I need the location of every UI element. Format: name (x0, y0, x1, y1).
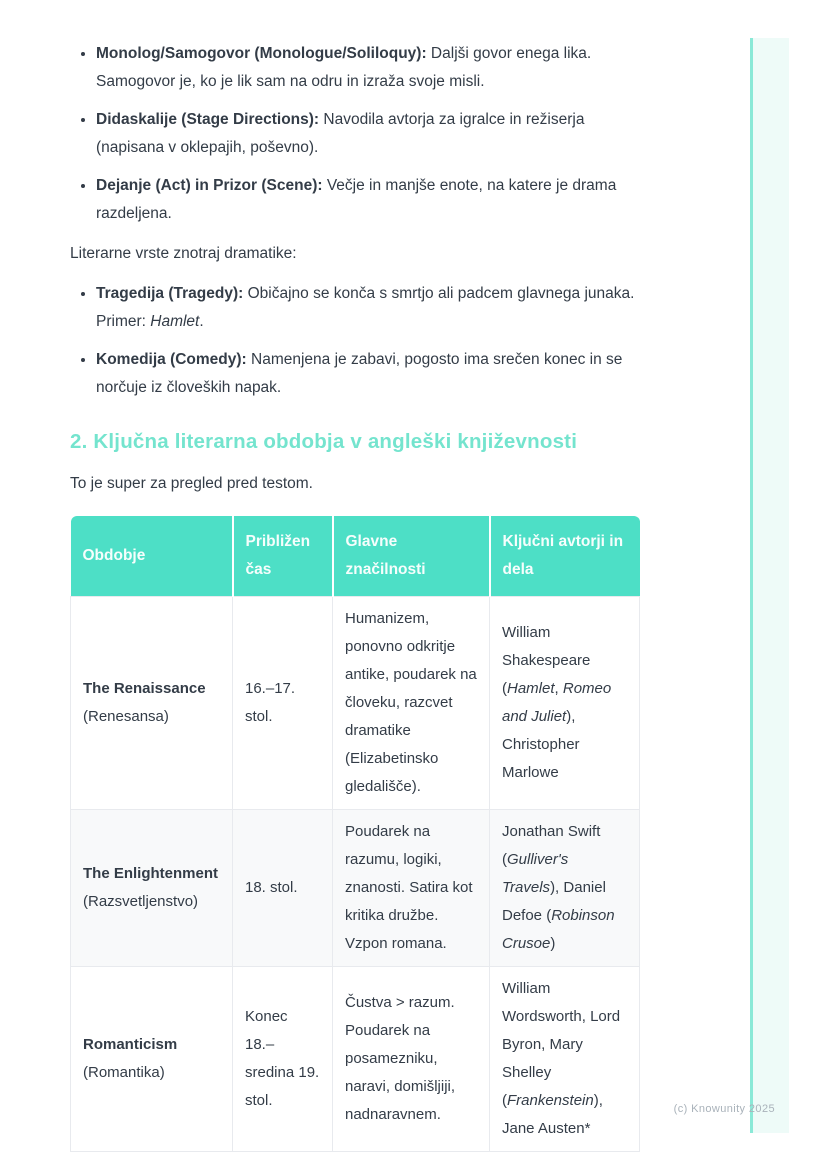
document-content (70, 0, 639, 1152)
table-cell: Poudarek na razumu, logiki, znanosti. Satira kot kritika družbe. Vzpon romana. (333, 810, 490, 967)
table-cell: Romanticism (Romantika) (71, 967, 233, 1152)
column-header: Približen čas (233, 516, 333, 597)
list-item: • Monolog/Samogovor (Monologue/Soliloquy): Daljši govor enega lika. Samogovor je, ko je lik sam na odru in izraža svoje misli. (96, 40, 639, 96)
genres-intro-paragraph: Literarne vrste znotraj dramatike: (70, 245, 297, 262)
list-item: • Komedija (Comedy): Namenjena je zabavi, pogosto ima srečen konec in se norčuje iz človeških napak. (96, 346, 639, 402)
table-cell: The Enlightenment (Razsvetljenstvo) (71, 810, 233, 967)
table-cell: William Wordsworth, Lord Byron, Mary Shelley (Frankenstein), Jane Austen* (490, 967, 640, 1152)
table-cell: Konec 18.– sredina 19. stol. (233, 967, 333, 1152)
column-header: Ključni avtorji in dela (490, 516, 640, 597)
list-item: • Tragedija (Tragedy): Običajno se konča s smrtjo ali padcem glavnega junaka. Primer: Hamlet. (96, 280, 639, 336)
table-cell: Humanizem, ponovno odkritje antike, poudarek na človeku, razcvet dramatike (Elizabetinsko gledališče). (333, 597, 490, 810)
table-row (71, 967, 640, 1152)
table-cell: Jonathan Swift (Gulliver's Travels), Daniel Defoe (Robinson Crusoe) (490, 810, 640, 967)
section-intro-paragraph: To je super za pregled pred testom. (70, 475, 313, 492)
list-item: • Didaskalije (Stage Directions): Navodila avtorja za igralce in režiserja (napisana v oklepajih, poševno). (96, 106, 639, 162)
list-item: • Dejanje (Act) in Prizor (Scene): Večje in manjše enote, na katere je drama razdeljena. (96, 172, 639, 228)
drama-elements-list (70, 40, 639, 228)
column-header: Obdobje (71, 516, 233, 597)
table-cell: 16.–17. stol. (233, 597, 333, 810)
section-heading: 2. Ključna literarna obdobja v angleški književnosti (70, 430, 578, 453)
page-margin-highlight (750, 38, 789, 1133)
table-header-row (71, 516, 640, 597)
table-cell: Čustva > razum. Poudarek na posamezniku, naravi, domišljiji, nadnaravnem. (333, 967, 490, 1152)
column-header: Glavne značilnosti (333, 516, 490, 597)
watermark: (c) Knowunity 2025 (673, 1103, 775, 1115)
literary-genres-list (70, 280, 639, 402)
table-row (71, 810, 640, 967)
table-row (71, 597, 640, 810)
literary-periods-table (70, 516, 640, 1152)
table-cell: William Shakespeare (Hamlet, Romeo and Juliet), Christopher Marlowe (490, 597, 640, 810)
table-cell: The Renaissance (Renesansa) (71, 597, 233, 810)
table-cell: 18. stol. (233, 810, 333, 967)
